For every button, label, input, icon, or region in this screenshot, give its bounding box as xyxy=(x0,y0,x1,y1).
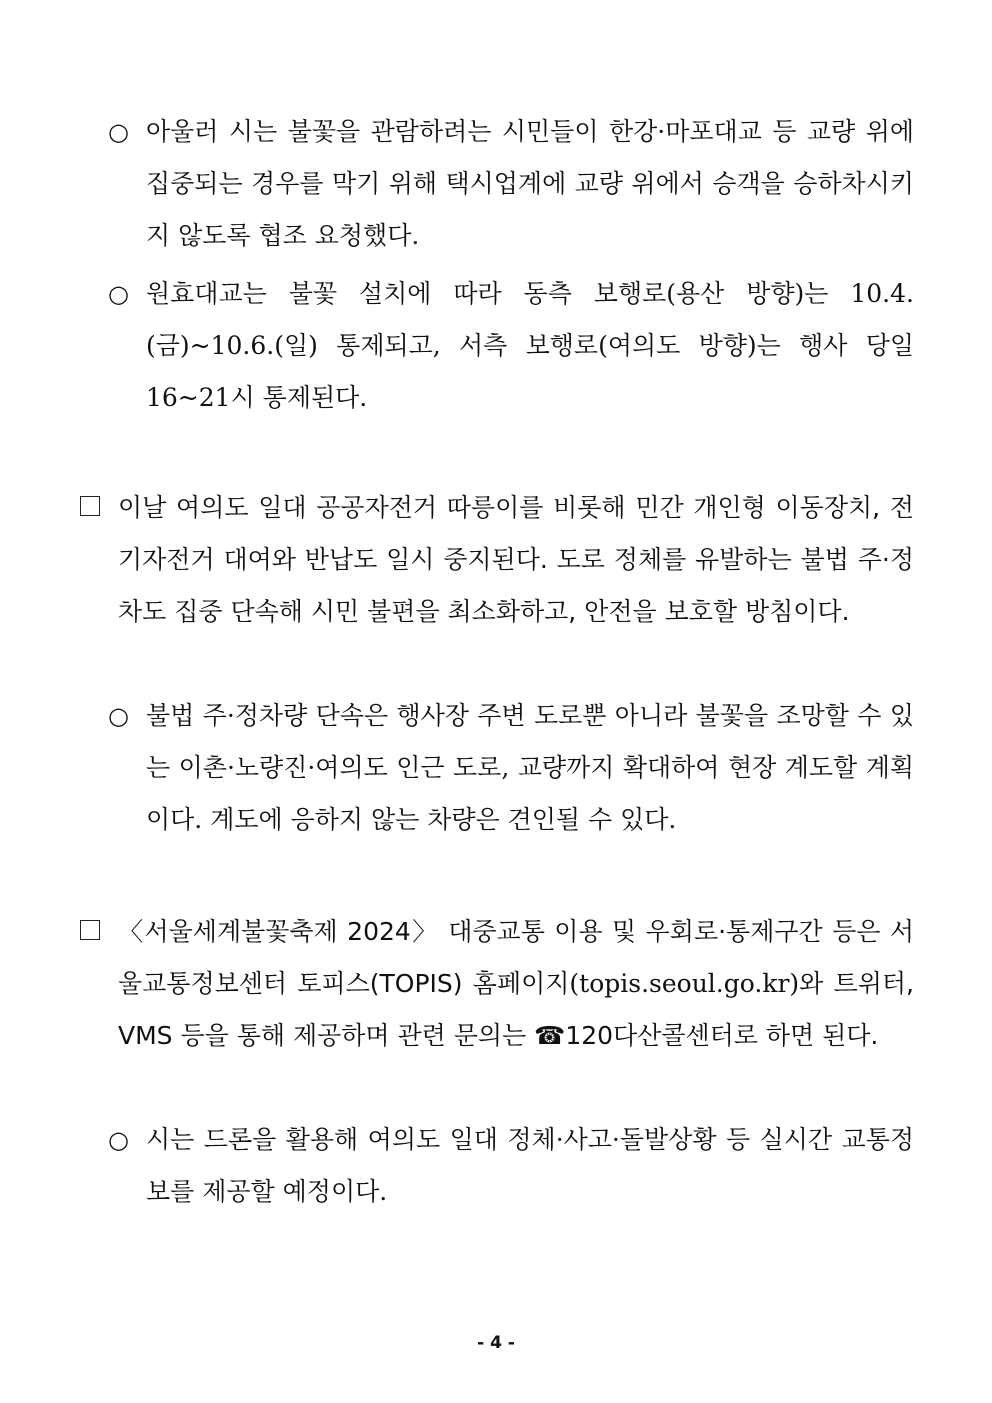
text-part-2: 와 트위터, VMS 등을 통해 제공하며 관련 문의는 ☎120다산콜센터로 하면 된다. xyxy=(118,969,914,1050)
text-part-1: 〈서울세계불꽃축제 2024〉 대중교통 이용 및 우회로·통제구간 등은 서울교통정보센터 토피스(TOPIS) 홈페이지 xyxy=(118,917,914,998)
bullet-text: 아울러 시는 불꽃을 관람하려는 시민들이 한강·마포대교 등 교량 위에 집중되는 경우를 막기 위해 택시업계에 교량 위에서 승객을 승하차시키지 않도록 협조 요청했다. xyxy=(146,117,914,250)
checkbox-square-icon xyxy=(80,496,100,516)
bullet-text: 불법 주·정차량 단속은 행사장 주변 도로뿐 아니라 불꽃을 조망할 수 있는 이촌·노량진·여의도 인근 도로, 교량까지 확대하여 현장 계도할 계획이다. 계도에 응하지 않는 차량은 견인될 수 있다. xyxy=(146,701,914,834)
circle-bullet-icon: ○ xyxy=(108,1126,129,1154)
bullet-parking-enforcement xyxy=(108,690,914,846)
section-main-text xyxy=(118,906,914,1062)
bullet-text: 시는 드론을 활용해 여의도 일대 정체·사고·돌발상황 등 실시간 교통정보를 제공할 예정이다. xyxy=(146,1125,914,1206)
bullet-wonhyo-bridge xyxy=(108,268,914,424)
bullet-text: 원효대교는 불꽃 설치에 따라 동측 보행로(용산 방향)는 10.4.(금)~10.6.(일) 통제되고, 서측 보행로(여의도 방향)는 행사 당일 16~21시 통제된다. xyxy=(146,279,914,412)
bullet-taxi-request xyxy=(108,106,914,262)
page-number: - 4 - xyxy=(477,1333,515,1353)
bullet-drone-info xyxy=(108,1114,914,1218)
circle-bullet-icon: ○ xyxy=(108,118,129,146)
section-traffic-info xyxy=(80,906,914,1062)
section-main-text: 이날 여의도 일대 공공자전거 따릉이를 비롯해 민간 개인형 이동장치, 전기자전거 대여와 반납도 일시 중지된다. 도로 정체를 유발하는 불법 주·정차도 집중 단속해 시민 불편을 최소화하고, 안전을 보호할 방침이다. xyxy=(118,493,914,626)
section-bike-suspension xyxy=(80,482,914,638)
circle-bullet-icon: ○ xyxy=(108,280,129,308)
circle-bullet-icon: ○ xyxy=(108,702,129,730)
checkbox-square-icon xyxy=(80,920,100,940)
topis-url: (topis.seoul.go.kr) xyxy=(569,969,800,998)
